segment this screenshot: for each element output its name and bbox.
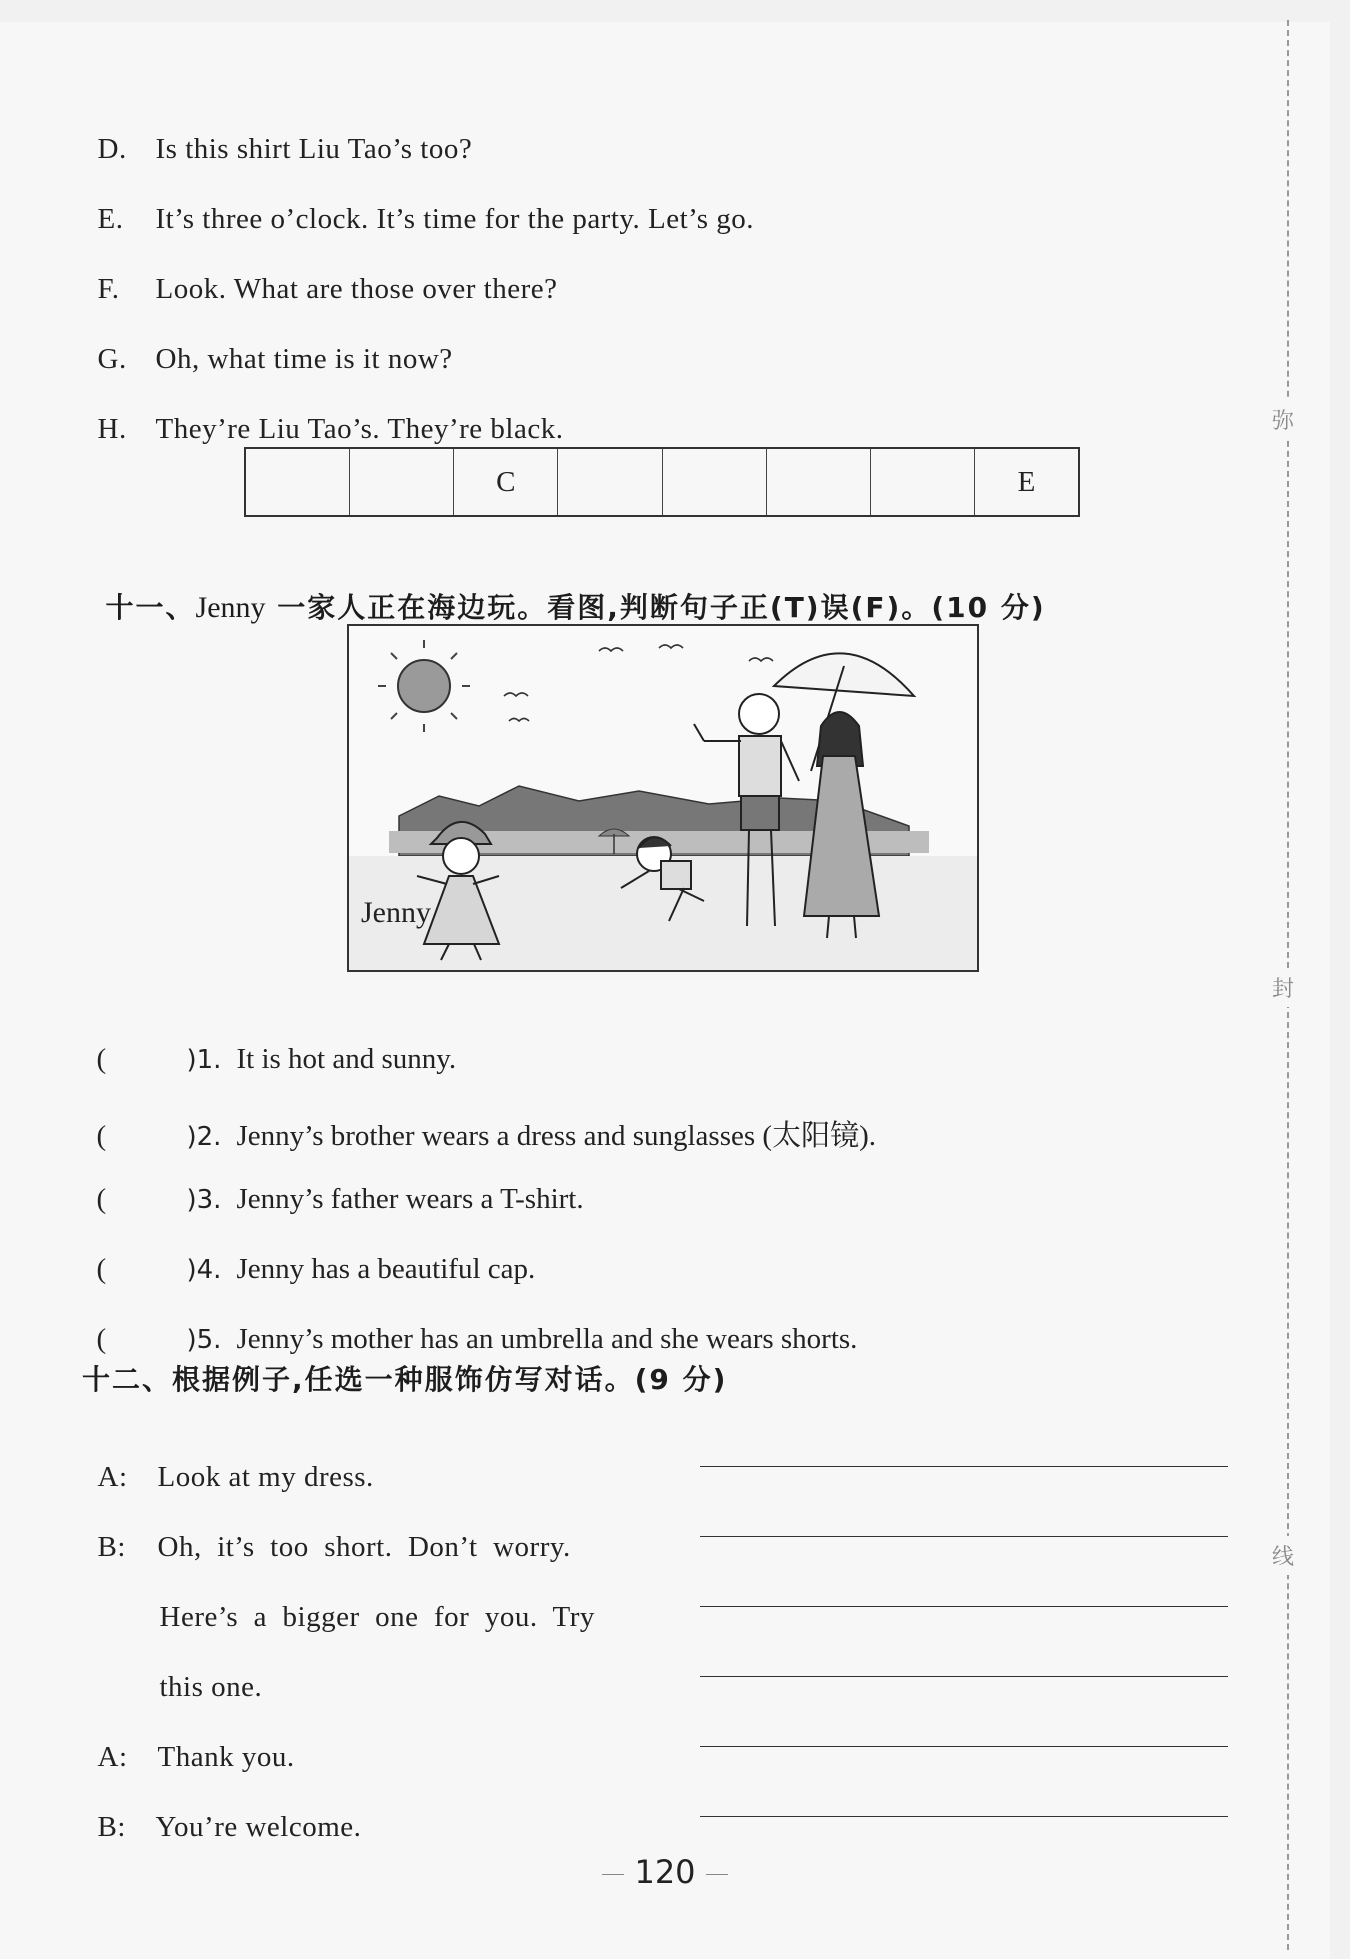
option-h: H. They’re Liu Tao’s. They’re black. <box>97 413 564 445</box>
writing-line[interactable] <box>700 1746 1228 1747</box>
answer-cell[interactable] <box>767 449 871 515</box>
option-f: F. Look. What are those over there? <box>97 273 558 305</box>
answer-grid <box>244 447 1080 517</box>
dash-decoration <box>706 1874 728 1875</box>
binding-mark-mi: 弥 <box>1272 400 1294 439</box>
answer-cell[interactable]: E <box>1017 465 1036 498</box>
option-d: D. Is this shirt Liu Tao’s too? <box>97 133 473 165</box>
answer-cell[interactable] <box>246 449 350 515</box>
dialogue-line-2: B: Oh, it’s too short. Don’t worry. <box>97 1531 571 1563</box>
dialogue-line-5: A: Thank you. <box>97 1741 295 1773</box>
writing-line[interactable] <box>700 1676 1228 1677</box>
beach-scene-drawing <box>349 626 977 970</box>
binding-mark-xian: 线 <box>1272 1536 1294 1575</box>
tf-item-2: ( )2. Jenny’s brother wears a dress and sunglasses (太阳镜). <box>96 1120 876 1152</box>
section-11-heading: 十一、Jenny 一家人正在海边玩。看图,判断句子正(T)误(F)。(10 分) <box>105 591 1046 624</box>
sun-icon <box>378 640 470 732</box>
writing-line[interactable] <box>700 1606 1228 1607</box>
answer-cell[interactable] <box>558 449 662 515</box>
dialogue-line-6: B: You’re welcome. <box>97 1811 362 1843</box>
dialogue-line-4: this one. <box>159 1671 263 1703</box>
tf-item-3: ( )3. Jenny’s father wears a T-shirt. <box>96 1183 584 1215</box>
section-12-heading: 十二、根据例子,任选一种服饰仿写对话。(9 分) <box>82 1363 728 1396</box>
answer-cell[interactable] <box>663 449 767 515</box>
page-number: 120 <box>0 1853 1330 1891</box>
binding-mark-feng: 封 <box>1272 968 1294 1007</box>
option-g: G. Oh, what time is it now? <box>97 343 453 375</box>
tf-item-5: ( )5. Jenny’s mother has an umbrella and she wears shorts. <box>96 1323 858 1355</box>
dash-decoration <box>602 1874 624 1875</box>
dialogue-line-1: A: Look at my dress. <box>97 1461 374 1493</box>
writing-line[interactable] <box>700 1536 1228 1537</box>
writing-line[interactable] <box>700 1466 1228 1467</box>
answer-cell[interactable] <box>350 449 454 515</box>
jenny-caption: Jenny <box>361 896 431 929</box>
tf-item-1: ( )1. It is hot and sunny. <box>96 1043 457 1075</box>
answer-cell[interactable]: C <box>454 449 558 515</box>
writing-line[interactable] <box>700 1816 1228 1817</box>
option-e: E. It’s three o’clock. It’s time for the party. Let’s go. <box>97 203 755 235</box>
beach-illustration <box>347 624 979 972</box>
seagulls-icon <box>504 645 773 721</box>
answer-cell[interactable] <box>871 449 975 515</box>
tf-item-4: ( )4. Jenny has a beautiful cap. <box>96 1253 536 1285</box>
dialogue-line-3: Here’s a bigger one for you. Try <box>159 1601 595 1633</box>
